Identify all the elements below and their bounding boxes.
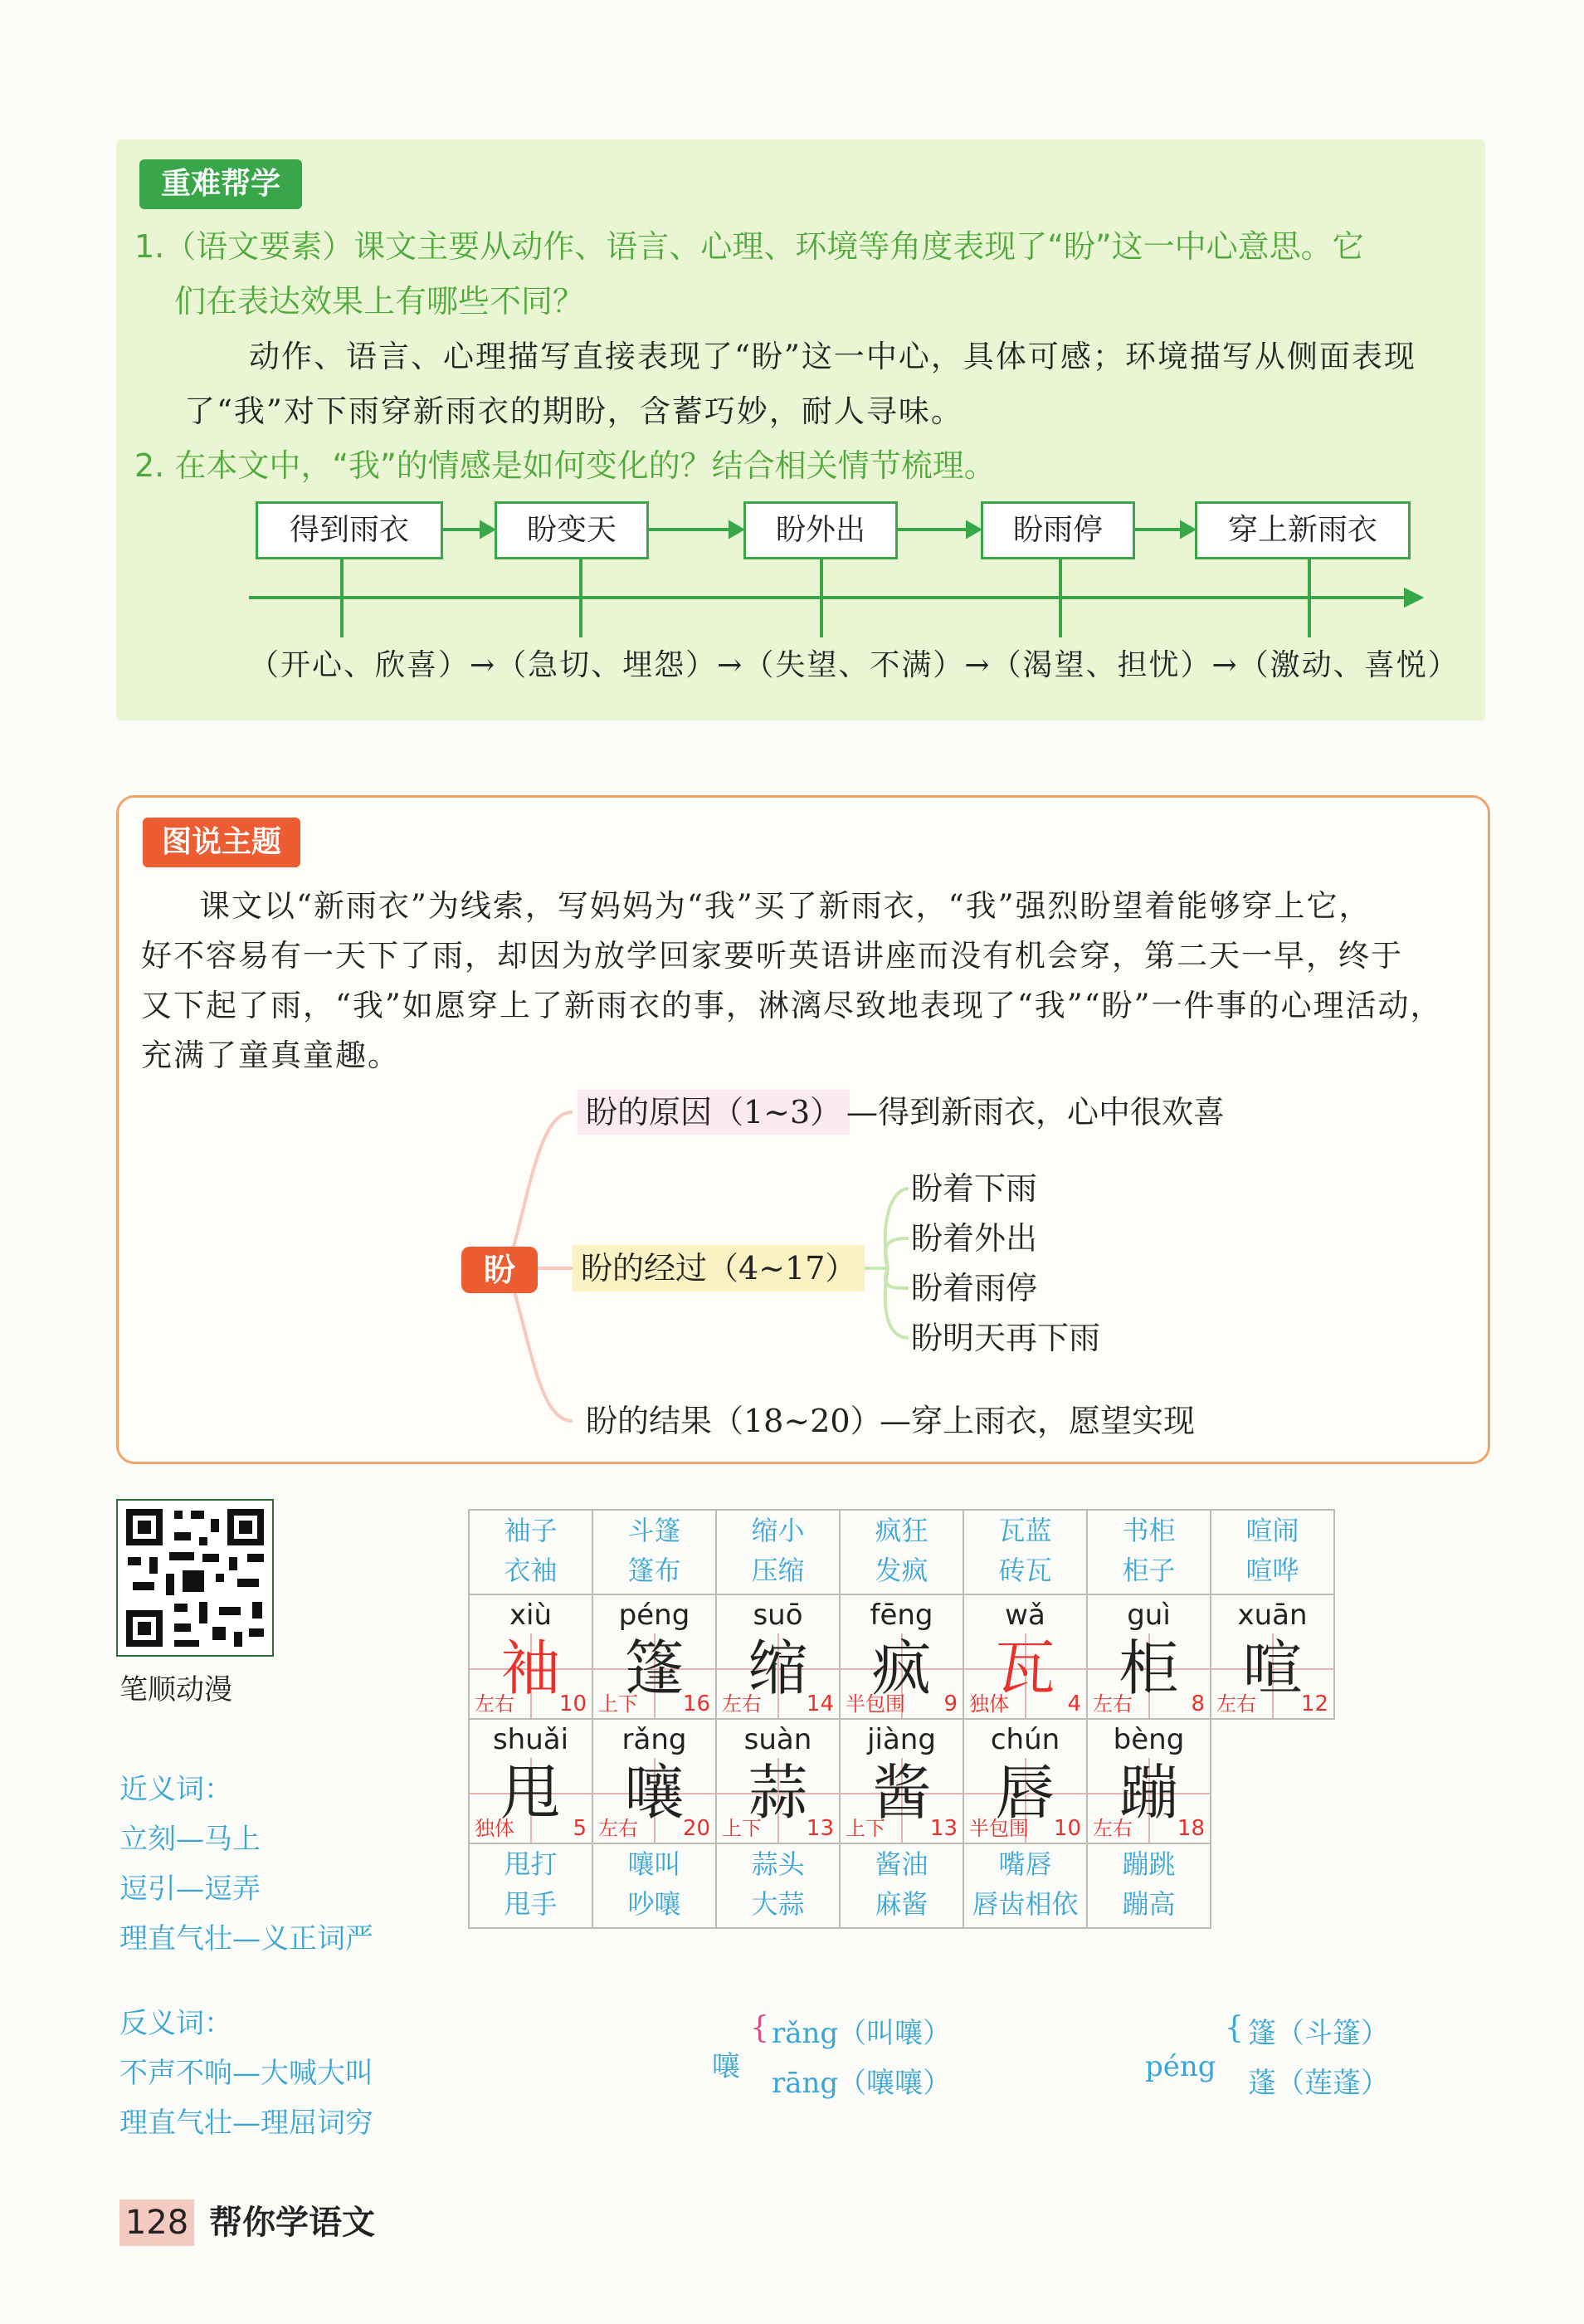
flow-step: 盼外出 [743, 501, 898, 559]
hanzi: 唇 [995, 1758, 1055, 1828]
word: 唇齿相依 [972, 1888, 1079, 1920]
pinyin: suàn [743, 1723, 812, 1756]
stroke-count: 13 [929, 1816, 958, 1841]
structure-label: 左右 [1093, 1817, 1133, 1840]
hanzi: 喧 [1242, 1633, 1303, 1703]
character-cell [717, 1720, 841, 1844]
brace-icon: { [750, 2011, 769, 2045]
stroke-count: 20 [682, 1816, 710, 1841]
synonym-item: 理直气壮—义正词严 [119, 1922, 373, 1955]
stroke-count: 8 [1191, 1692, 1205, 1716]
stroke-count: 13 [806, 1816, 834, 1841]
pinyin: xiù [509, 1599, 553, 1632]
homophone-pinyin: péng [1145, 2050, 1216, 2083]
character-cell [841, 1595, 964, 1720]
qr-code-icon[interactable] [116, 1499, 274, 1657]
structure-label: 半包围 [846, 1692, 905, 1716]
word: 柜子 [1122, 1555, 1176, 1586]
hanzi: 蹦 [1119, 1758, 1179, 1828]
qr-caption: 笔顺动漫 [119, 1673, 232, 1706]
structure-label: 左右 [1216, 1692, 1256, 1716]
pinyin: suō [753, 1599, 803, 1632]
table-blank-area [1211, 1720, 1338, 1932]
pinyin: fēng [870, 1599, 933, 1632]
word: 瓦蓝 [998, 1515, 1052, 1546]
stroke-count: 9 [943, 1692, 958, 1716]
emotion-chain: （开心、欣喜）→（急切、埋怨）→（失望、不满）→（渴望、担忧）→（激动、喜悦） [249, 648, 1460, 682]
reason-label: 盼的原因（1~3） [578, 1090, 850, 1135]
word-cell [841, 1844, 964, 1929]
stroke-count: 14 [806, 1692, 834, 1716]
book-title: 帮你学语文 [209, 2204, 375, 2242]
word: 缩小 [751, 1515, 805, 1546]
character-cell [593, 1720, 717, 1844]
character-cell [964, 1595, 1088, 1720]
hanzi: 缩 [748, 1633, 808, 1703]
character-cell [964, 1720, 1088, 1844]
hanzi: 甩 [500, 1758, 561, 1828]
character-cell [470, 1595, 593, 1720]
mind-map-center: 盼 [461, 1247, 538, 1293]
word: 嘴唇 [998, 1848, 1052, 1880]
antonyms-title: 反义词： [119, 2007, 232, 2040]
word: 蒜头 [751, 1848, 805, 1880]
pinyin: guì [1127, 1599, 1171, 1632]
synonyms-title: 近义词： [119, 1773, 232, 1806]
hanzi: 瓦 [995, 1633, 1055, 1703]
word: 砖瓦 [998, 1555, 1052, 1586]
word: 甩手 [504, 1888, 558, 1920]
word-cell [470, 1844, 593, 1929]
pinyin: jiàng [867, 1723, 936, 1756]
character-cell [470, 1720, 593, 1844]
polyphone-reading: rāng（嚷嚷） [772, 2067, 952, 2100]
word: 吵嚷 [627, 1888, 681, 1920]
hanzi: 酱 [871, 1758, 932, 1828]
question-2: 2. 在本文中，“我”的情感是如何变化的？结合相关情节梳理。 [134, 447, 996, 484]
answer-1: 动作、语言、心理描写直接表现了“盼”这一中心，具体可感；环境描写从侧面表现 [249, 339, 1416, 374]
section-tag-theme: 图说主题 [143, 818, 300, 867]
flow-step: 得到雨衣 [256, 501, 443, 559]
process-label: 盼的经过（4~17） [573, 1245, 865, 1291]
word: 疯狂 [875, 1515, 928, 1546]
character-cell [593, 1595, 717, 1720]
flow-step: 穿上新雨衣 [1195, 501, 1411, 559]
theme-paragraph-line3: 又下起了雨，“我”如愿穿上了新雨衣的事，淋漓尽致地表现了“我”“盼”一件事的心理活动， [141, 988, 1443, 1023]
word: 袖子 [504, 1515, 558, 1546]
word: 书柜 [1122, 1515, 1176, 1546]
word: 衣袖 [504, 1555, 558, 1586]
pinyin: chún [990, 1723, 1060, 1756]
pinyin: bèng [1113, 1723, 1185, 1756]
process-item: 盼着外出 [911, 1220, 1038, 1257]
homophone-word: 篷（斗篷） [1248, 2017, 1389, 2050]
structure-label: 半包围 [969, 1817, 1029, 1840]
process-item: 盼明天再下雨 [911, 1320, 1101, 1356]
process-item: 盼着雨停 [911, 1270, 1038, 1306]
stroke-count: 16 [682, 1692, 710, 1716]
word-cell [841, 1511, 964, 1595]
antonym-item: 不声不响—大喊大叫 [119, 2057, 373, 2090]
word-cell [470, 1511, 593, 1595]
result-label: 盼的结果（18~20） [586, 1403, 882, 1439]
stroke-count: 5 [573, 1816, 587, 1841]
stroke-count: 4 [1067, 1692, 1081, 1716]
structure-label: 左右 [1093, 1692, 1133, 1716]
word: 发疯 [875, 1555, 928, 1586]
theme-paragraph-line4: 充满了童真童趣。 [141, 1038, 400, 1073]
structure-label: 左右 [598, 1817, 638, 1840]
pinyin: shuǎi [492, 1723, 569, 1756]
synonym-item: 逗引—逗弄 [119, 1872, 261, 1906]
word: 篷布 [627, 1555, 681, 1586]
process-item: 盼着下雨 [911, 1170, 1038, 1207]
theme-paragraph-line2: 好不容易有一天下了雨，却因为放学回家要听英语讲座而没有机会穿，第二天一早，终于 [141, 938, 1403, 974]
pinyin: xuān [1237, 1599, 1308, 1632]
word: 蹦高 [1122, 1888, 1176, 1920]
character-cell [717, 1595, 841, 1720]
answer-1-cont: 了“我”对下雨穿新雨衣的期盼，含蓄巧妙，耐人寻味。 [184, 393, 963, 429]
word: 麻酱 [875, 1888, 928, 1920]
question-1-cont: 们在表达效果上有哪些不同？ [174, 283, 585, 320]
hanzi: 柜 [1119, 1633, 1179, 1703]
word-cell [1088, 1511, 1211, 1595]
word: 喧哗 [1245, 1555, 1299, 1586]
theme-paragraph-line1: 课文以“新雨衣”为线索，写妈妈为“我”买了新雨衣，“我”强烈盼望着能够穿上它， [199, 888, 1372, 924]
structure-label: 上下 [598, 1692, 638, 1716]
antonym-item: 理直气壮—理屈词穷 [119, 2107, 373, 2140]
synonym-item: 立刻—马上 [119, 1823, 261, 1856]
structure-label: 上下 [722, 1817, 762, 1840]
word: 压缩 [751, 1555, 805, 1586]
result-text: —穿上雨衣，愿望实现 [880, 1403, 1196, 1439]
structure-label: 独体 [475, 1817, 514, 1840]
stroke-count: 18 [1177, 1816, 1205, 1841]
polyphone-reading: rǎng（叫嚷） [772, 2017, 952, 2050]
polyphone-char: 嚷 [712, 2050, 740, 2083]
structure-label: 上下 [846, 1817, 885, 1840]
stroke-count: 10 [1053, 1816, 1081, 1841]
word: 斗篷 [627, 1515, 681, 1546]
word: 喧闹 [1245, 1515, 1299, 1546]
word-cell [964, 1844, 1088, 1929]
flow-step: 盼雨停 [981, 501, 1135, 559]
reason-text: —得到新雨衣，心中很欢喜 [846, 1094, 1226, 1130]
structure-label: 左右 [475, 1692, 514, 1716]
character-cell [1211, 1595, 1335, 1720]
word-cell [717, 1511, 841, 1595]
structure-label: 左右 [722, 1692, 762, 1716]
stroke-count: 10 [558, 1692, 587, 1716]
word: 蹦跳 [1122, 1848, 1176, 1880]
structure-label: 独体 [969, 1692, 1009, 1716]
word-cell [1088, 1844, 1211, 1929]
word-cell [593, 1511, 717, 1595]
hanzi: 袖 [500, 1633, 561, 1703]
brace-icon: { [1225, 2011, 1244, 2045]
word-cell [964, 1511, 1088, 1595]
stroke-count: 12 [1300, 1692, 1328, 1716]
pinyin: wǎ [1005, 1599, 1045, 1632]
word: 酱油 [875, 1848, 928, 1880]
character-cell [1088, 1595, 1211, 1720]
word-cell [1211, 1511, 1335, 1595]
character-cell [1088, 1720, 1211, 1844]
word-cell [717, 1844, 841, 1929]
word: 大蒜 [751, 1888, 805, 1920]
homophone-word: 蓬（莲蓬） [1248, 2067, 1389, 2100]
word-cell [593, 1844, 717, 1929]
word: 嚷叫 [627, 1848, 681, 1880]
pinyin: rǎng [621, 1723, 687, 1756]
pinyin: péng [618, 1599, 690, 1632]
hanzi: 疯 [871, 1633, 932, 1703]
question-1: 1.（语文要素）课文主要从动作、语言、心理、环境等角度表现了“盼”这一中心意思。它 [134, 228, 1364, 265]
flow-step: 盼变天 [495, 501, 649, 559]
hanzi: 嚷 [624, 1758, 685, 1828]
hanzi: 蒜 [748, 1758, 808, 1828]
section-tag-key-points: 重难帮学 [139, 159, 302, 209]
character-table [468, 1509, 1335, 1929]
word: 甩打 [504, 1848, 558, 1880]
character-cell [841, 1720, 964, 1844]
page-number: 128 [119, 2200, 194, 2246]
hanzi: 篷 [624, 1633, 685, 1703]
